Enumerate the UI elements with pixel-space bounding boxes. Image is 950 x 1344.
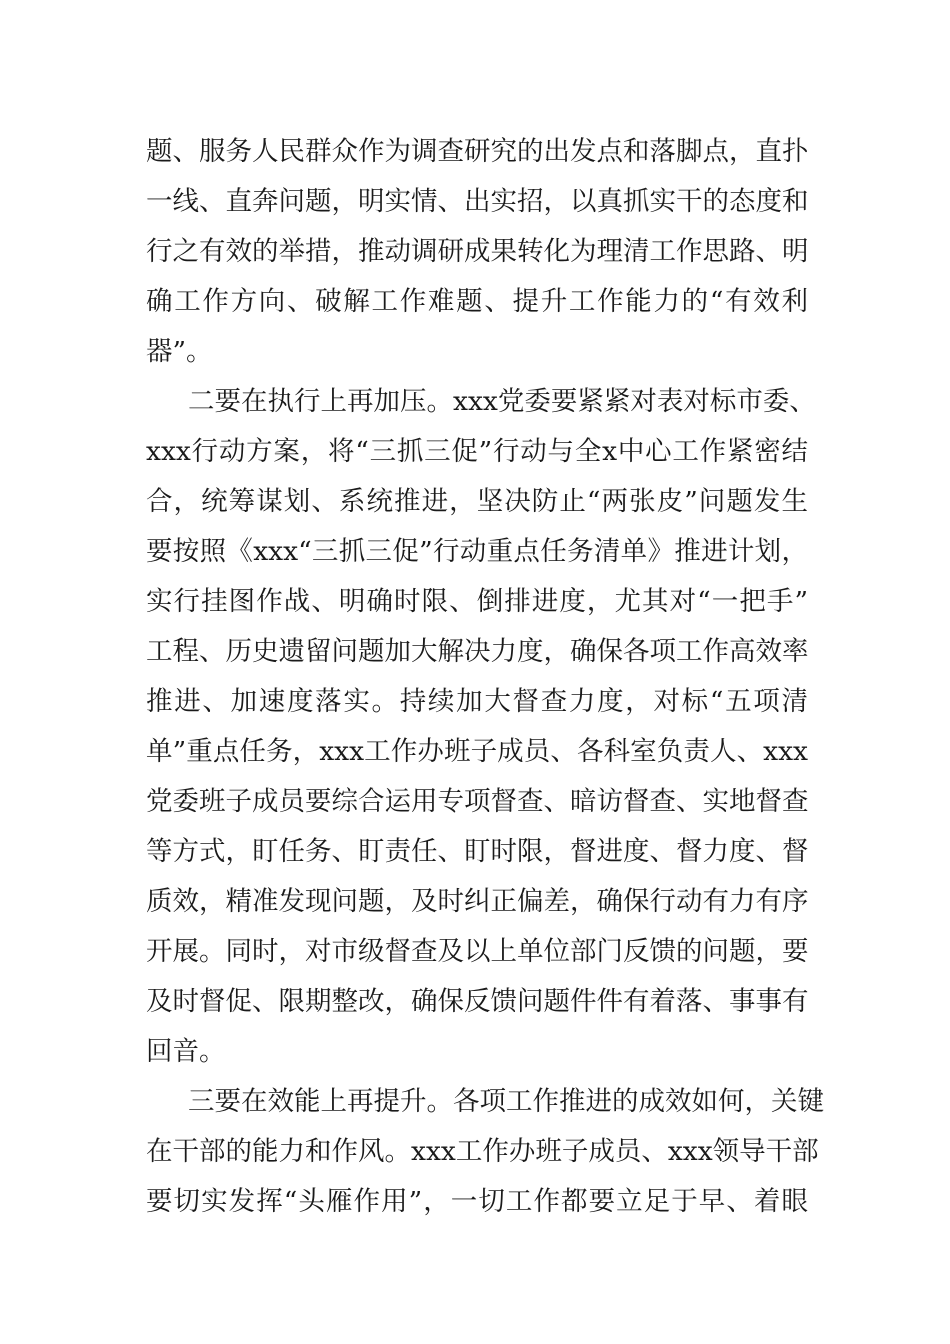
text-line: 质效，精准发现问题，及时纠正偏差，确保行动有力有序 (146, 886, 809, 917)
text-line: 一线、直奔问题，明实情、出实招，以真抓实干的态度和 (146, 186, 809, 217)
text-line: 单”重点任务，xxx工作办班子成员、各科室负责人、xxx (146, 736, 808, 767)
text-line: 要按照《xxx“三抓三促”行动重点任务清单》推进计划， (146, 536, 808, 567)
text-line: 行之有效的举措，推动调研成果转化为理清工作思路、明 (146, 236, 809, 267)
paragraph-start-line: 三要在效能上再提升。各项工作推进的成效如何，关键 (188, 1086, 824, 1117)
paragraph-start-line: 二要在执行上再加压。xxx党委要紧紧对表对标市委、 (188, 386, 816, 417)
text-line: 在干部的能力和作风。xxx工作办班子成员、xxx领导干部 (146, 1136, 819, 1167)
text-line: 器”。 (146, 336, 213, 367)
text-line: 实行挂图作战、明确时限、倒排进度，尤其对“一把手” (146, 586, 808, 617)
text-line: 确工作方向、破解工作难题、提升工作能力的“有效利 (146, 286, 808, 317)
text-line: 题、服务人民群众作为调查研究的出发点和落脚点，直扑 (146, 136, 809, 167)
document-body (146, 127, 824, 1227)
text-line: 合，统筹谋划、系统推进，坚决防止“两张皮”问题发生 (146, 486, 808, 517)
text-line: 等方式，盯任务、盯责任、盯时限，督进度、督力度、督 (146, 836, 809, 867)
text-line: 开展。同时，对市级督查及以上单位部门反馈的问题，要 (146, 936, 809, 967)
text-line: 回音。 (146, 1036, 226, 1067)
text-line: xxx行动方案，将“三抓三促”行动与全x中心工作紧密结 (146, 436, 808, 467)
text-line: 党委班子成员要综合运用专项督查、暗访督查、实地督查 (146, 786, 809, 817)
text-line: 推进、加速度落实。持续加大督查力度，对标“五项清 (146, 686, 808, 717)
text-line: 及时督促、限期整改，确保反馈问题件件有着落、事事有 (146, 986, 809, 1017)
text-line: 工程、历史遗留问题加大解决力度，确保各项工作高效率 (146, 636, 809, 667)
text-line: 要切实发挥“头雁作用”，一切工作都要立足于早、着眼 (146, 1186, 808, 1217)
